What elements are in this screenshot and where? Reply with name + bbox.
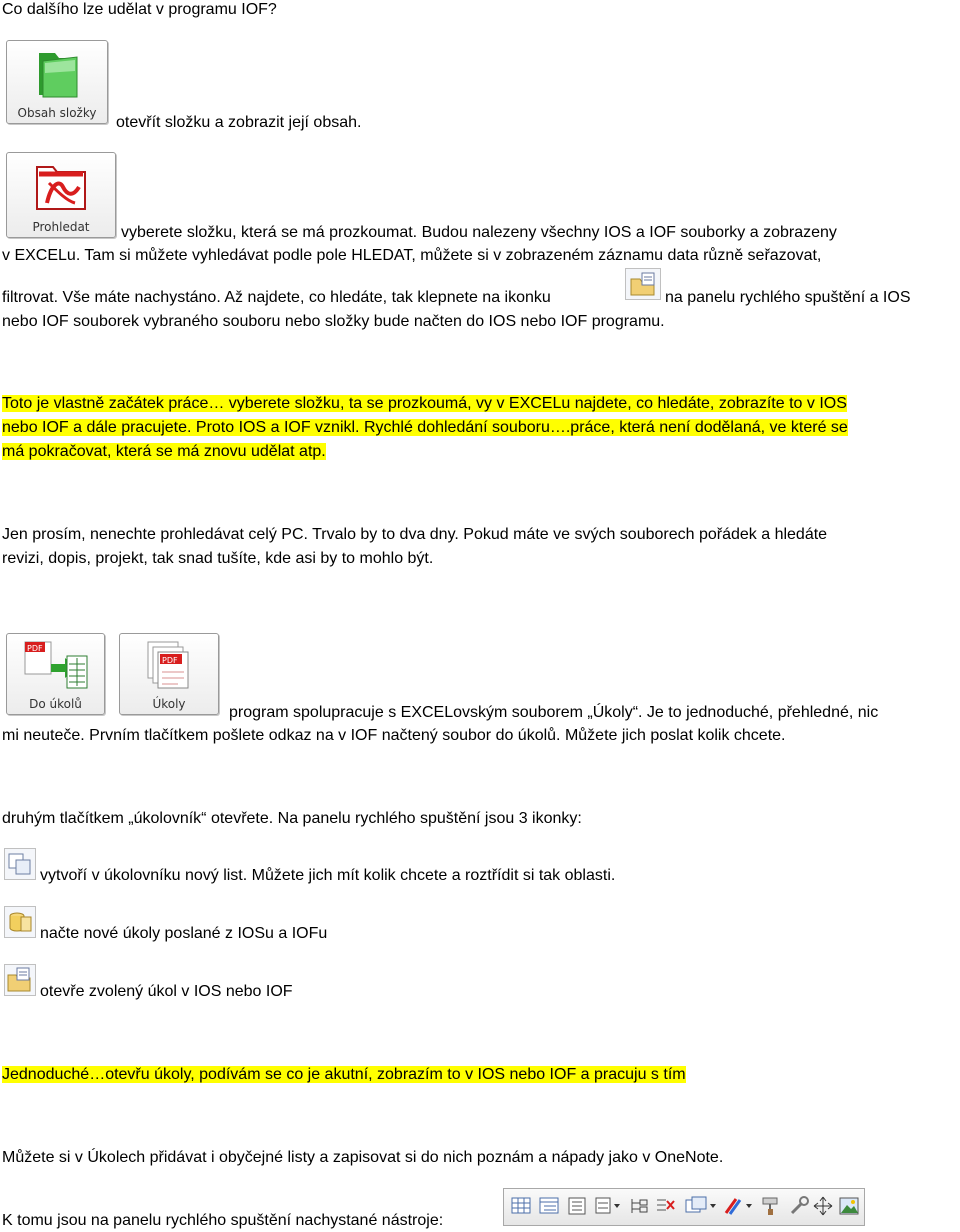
new-sheet-icon[interactable] [4, 848, 36, 880]
icon-item-2-text: načte nové úkoly poslané z IOSu a IOFu [40, 925, 328, 942]
table-icon[interactable] [510, 1195, 532, 1217]
pen-colors-icon[interactable] [722, 1195, 756, 1217]
page-title: Co dalšího lze udělat v programu IOF? [2, 1, 277, 18]
open-folder-text: otevřít složku a zobrazit její obsah. [116, 114, 362, 131]
browse-text-line-4: nebo IOF souborek vybraného souboru nebo složky bude načten do IOS nebo IOF programu. [2, 313, 665, 330]
browse-text-line-1: vyberete složku, která se má prozkoumat. Budou nalezeny všechny IOS a IOF souborky a zobrazeny [121, 224, 837, 241]
highlight-line-1: Toto je vlastně začátek práce… vyberete složku, ta se prozkoumá, vy v EXCELu najdete, co hledáte, zobrazíte to v IOS [2, 395, 847, 412]
quick-access-toolbar [503, 1188, 865, 1226]
tree-icon[interactable] [628, 1195, 650, 1217]
format-painter-icon[interactable] [760, 1195, 782, 1217]
second-button-text: druhým tlačítkem „úkolovník“ otevřete. Na panelu rychlého spuštění jsou 3 ikonky: [2, 810, 582, 827]
tools-icon[interactable] [788, 1195, 810, 1217]
browse-label: Prohledat [32, 220, 90, 234]
tasks-pdf-stack-icon [144, 638, 196, 692]
folder-contents-button[interactable] [6, 40, 108, 124]
open-file-icon[interactable] [625, 268, 661, 300]
svg-text:PDF: PDF [162, 656, 178, 665]
picture-icon[interactable] [838, 1195, 860, 1217]
pdf-to-excel-icon [21, 638, 91, 692]
browse-text-line-3b: na panelu rychlého spuštění a IOS [665, 289, 911, 306]
folder-contents-label: Obsah složky [17, 106, 97, 120]
browse-text-line-2: v EXCELu. Tam si můžete vyhledávat podle pole HLEDAT, můžete si v zobrazeném záznamu data různě seřazovat, [2, 247, 822, 264]
please-text-line-1: Jen prosím, nenechte prohledávat celý PC. Trvalo by to dva dny. Pokud máte ve svých souborech pořádek a hledáte [2, 526, 828, 543]
icon-item-3-text: otevře zvolený úkol v IOS nebo IOF [40, 983, 293, 1000]
list-icon[interactable] [566, 1195, 588, 1217]
to-tasks-label: Do úkolů [29, 697, 82, 711]
svg-text:PDF: PDF [27, 644, 43, 653]
green-folder-icon [33, 47, 81, 99]
to-tasks-button[interactable] [6, 633, 105, 715]
icon-item-1-text: vytvoří v úkolovníku nový list. Můžete jich mít kolik chcete a roztřídit si tak oblasti. [40, 867, 616, 884]
tasks-label: Úkoly [152, 697, 186, 711]
load-tasks-icon[interactable] [4, 906, 36, 938]
highlight-line-3: má pokračovat, která se má znovu udělat atp. [2, 443, 326, 460]
tasks-button[interactable] [119, 633, 219, 715]
pdf-browse-icon [33, 157, 89, 211]
open-task-icon[interactable] [4, 964, 36, 996]
program-text-line-2: mi neuteče. Prvním tlačítkem pošlete odkaz na v IOF načtený soubor do úkolů. Můžete jich poslat kolik chcete. [2, 727, 786, 744]
highlight-summary: Jednoduché…otevřu úkoly, podívám se co je akutní, zobrazím to v IOS nebo IOF a pracuju s tím [2, 1066, 686, 1083]
columns-icon[interactable] [538, 1195, 560, 1217]
please-text-line-2: revizi, dopis, projekt, tak snad tušíte, kde asi by to mohlo být. [2, 550, 434, 567]
forms-icon[interactable] [684, 1195, 720, 1217]
delete-rows-icon[interactable] [654, 1195, 676, 1217]
move-icon[interactable] [812, 1195, 834, 1217]
program-text-line-1: program spolupracuje s EXCELovským souborem „Úkoly“. Je to jednoduché, přehledné, nic [229, 704, 879, 721]
tools-text: K tomu jsou na panelu rychlého spuštění nachystané nástroje: [2, 1212, 444, 1229]
browse-button[interactable] [6, 152, 116, 238]
lists-text: Můžete si v Úkolech přidávat i obyčejné listy a zapisovat si do nich poznám a nápady jako v OneNote. [2, 1149, 724, 1166]
insert-rows-icon[interactable] [594, 1195, 624, 1217]
highlight-line-2: nebo IOF a dále pracujete. Proto IOS a IOF vznikl. Rychlé dohledání souboru….práce, která není dodělaná, ve které se [2, 419, 848, 436]
browse-text-line-3a: filtrovat. Vše máte nachystáno. Až najdete, co hledáte, tak klepnete na ikonku [2, 289, 551, 306]
